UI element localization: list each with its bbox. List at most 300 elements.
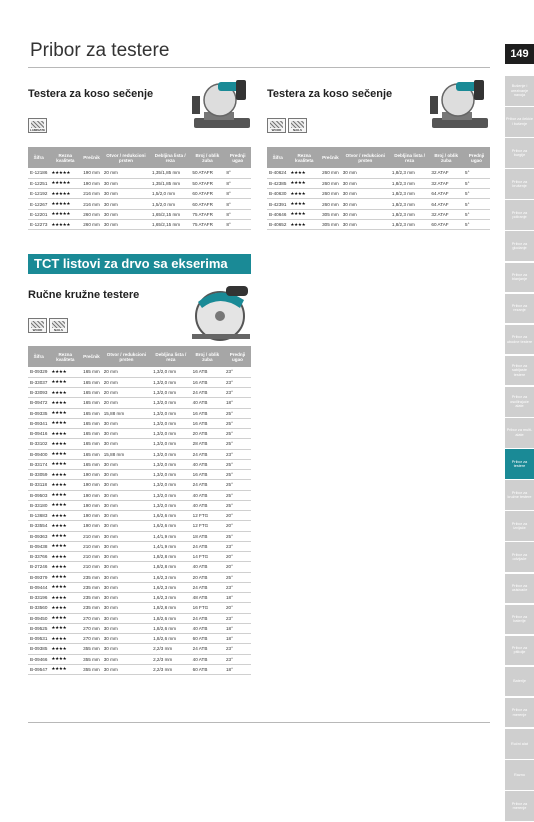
table-cell: 30 mm bbox=[102, 480, 151, 490]
table-row bbox=[28, 490, 251, 500]
table-row bbox=[28, 572, 251, 582]
table-cell: 25° bbox=[224, 439, 251, 449]
table-cell: 165 mm bbox=[81, 408, 102, 418]
table-cell: 1,3/2,0 mm bbox=[151, 388, 191, 398]
table-cell: 64 ATAF bbox=[429, 199, 463, 209]
column-header: Debljina lista / reza bbox=[151, 346, 191, 367]
table-cell: ★★★★ bbox=[49, 613, 81, 623]
table-cell: 216 mm bbox=[81, 199, 102, 209]
wood-material-icon bbox=[267, 118, 286, 133]
column-header: Broj / oblik zuba bbox=[190, 147, 224, 168]
table-cell: B-33102 bbox=[28, 439, 49, 449]
table-cell: 40 ATB bbox=[191, 623, 224, 633]
table-cell: 40 ATB bbox=[191, 398, 224, 408]
table-cell: ★★★★★ bbox=[49, 189, 81, 199]
table-cell: 30 mm bbox=[102, 603, 151, 613]
table-row bbox=[28, 552, 251, 562]
table-row bbox=[28, 562, 251, 572]
table-row bbox=[28, 531, 251, 541]
table-cell: 2,2/3 mm bbox=[151, 644, 191, 654]
table-cell: B-33037 bbox=[28, 377, 49, 387]
table-cell: 28 ATB bbox=[191, 439, 224, 449]
table-cell: ★★★★ bbox=[49, 664, 81, 674]
table-row bbox=[28, 439, 251, 449]
column-header: Prečnik bbox=[81, 346, 102, 367]
table-cell: 32 ATAF bbox=[429, 178, 463, 188]
table-cell: 270 mm bbox=[81, 613, 102, 623]
side-tab-13[interactable]: Pribor za kružne testere bbox=[505, 480, 534, 510]
material-icon-label: WOOD bbox=[271, 128, 282, 132]
table-cell: B-09472 bbox=[28, 398, 49, 408]
table-cell: 30 mm bbox=[341, 189, 390, 199]
table-cell: 190 mm bbox=[81, 500, 102, 510]
table-cell: B-09466 bbox=[28, 654, 49, 664]
material-icon-label: LAMINATE bbox=[29, 128, 46, 132]
table-cell: 18° bbox=[224, 634, 251, 644]
table-cell: E-12267 bbox=[28, 199, 49, 209]
table-row bbox=[267, 219, 490, 229]
table-cell: 190 mm bbox=[81, 521, 102, 531]
table-cell: 190 mm bbox=[81, 490, 102, 500]
table-cell: 30 mm bbox=[102, 209, 150, 219]
column-header: Prečnik bbox=[81, 147, 102, 168]
wood-material-icon bbox=[28, 318, 47, 333]
side-tab-4[interactable]: Pribor za poliranje bbox=[505, 200, 534, 230]
side-tab-0[interactable]: Bušenje i urezivanje navoja bbox=[505, 76, 534, 106]
table-row bbox=[267, 178, 490, 188]
table-cell: 190 mm bbox=[81, 168, 102, 178]
table-cell: 30 mm bbox=[102, 613, 151, 623]
laminate-material-icon bbox=[28, 118, 47, 133]
table-cell: 1,3/2,0 mm bbox=[151, 490, 191, 500]
table-cell: 1,3/2,0 mm bbox=[151, 429, 191, 439]
table-cell: 260 mm bbox=[320, 168, 341, 178]
table-cell: 75 ATAFR bbox=[190, 219, 224, 229]
nails-material-icon bbox=[288, 118, 307, 133]
table-cell: 23° bbox=[224, 613, 251, 623]
table-cell: ★★★★ bbox=[49, 449, 81, 459]
side-tab-3[interactable]: Pribor za brušenje bbox=[505, 169, 534, 199]
table-cell: B-09547 bbox=[28, 664, 49, 674]
table-cell: 24 ATB bbox=[191, 644, 224, 654]
table-cell: 25° bbox=[224, 531, 251, 541]
table-cell: 20 ATB bbox=[191, 429, 224, 439]
table-cell: 64 ATAF bbox=[429, 189, 463, 199]
table-cell: ★★★★ bbox=[49, 367, 81, 377]
table-cell: B-40624 bbox=[267, 168, 288, 178]
table-cell: 355 mm bbox=[81, 654, 102, 664]
table-cell: 5° bbox=[463, 189, 490, 199]
table-cell: B-33093 bbox=[28, 388, 49, 398]
section-title-miter-right: Testera za koso sečenje bbox=[267, 88, 393, 100]
table-cell: ★★★★ bbox=[49, 388, 81, 398]
table-cell: 1,5/2,0 mm bbox=[150, 189, 190, 199]
table-cell: 25° bbox=[224, 429, 251, 439]
table-cell: 18 ATB bbox=[191, 531, 224, 541]
table-cell: 25° bbox=[224, 459, 251, 469]
table-cell: 32 ATAF bbox=[429, 168, 463, 178]
table-cell: 1,3/2,0 mm bbox=[151, 367, 191, 377]
side-tab-7[interactable]: Pribor za rezanje bbox=[505, 294, 534, 324]
section-title-miter-left: Testera za koso sečenje bbox=[28, 88, 154, 100]
table-cell: 50 ATAFR bbox=[190, 168, 224, 178]
spec-table-miter-right bbox=[267, 147, 490, 230]
table-cell: 235 mm bbox=[81, 582, 102, 592]
table-cell: ★★★★★ bbox=[49, 199, 81, 209]
table-cell: 260 mm bbox=[320, 178, 341, 188]
table-cell: 1,8/2,3 mm bbox=[390, 199, 430, 209]
table-cell: 23° bbox=[224, 541, 251, 551]
table-cell: ★★★★ bbox=[49, 500, 81, 510]
table-row bbox=[267, 209, 490, 219]
table-cell: 270 mm bbox=[81, 634, 102, 644]
circular-saw-image bbox=[188, 282, 254, 344]
table-cell: ★★★★ bbox=[288, 199, 320, 209]
table-cell: 24 ATB bbox=[191, 582, 224, 592]
table-cell: 270 mm bbox=[81, 623, 102, 633]
table-cell: 30 mm bbox=[102, 582, 151, 592]
table-cell: 1,6/2,6 mm bbox=[151, 511, 191, 521]
table-cell: 12 FTG bbox=[191, 511, 224, 521]
side-tab-11[interactable]: Pribor za multi-alate bbox=[505, 418, 534, 448]
table-cell: 32 ATAF bbox=[429, 209, 463, 219]
table-cell: ★★★★ bbox=[49, 470, 81, 480]
table-cell: 235 mm bbox=[81, 593, 102, 603]
table-cell: 235 mm bbox=[81, 603, 102, 613]
table-cell: 165 mm bbox=[81, 459, 102, 469]
side-tab-17[interactable]: Pribor za baterije bbox=[505, 605, 534, 635]
table-row bbox=[28, 511, 251, 521]
table-cell: B-09363 bbox=[28, 531, 49, 541]
table-cell: ★★★★ bbox=[49, 480, 81, 490]
table-cell: 18° bbox=[224, 398, 251, 408]
table-cell: 30 mm bbox=[102, 664, 151, 674]
table-row bbox=[28, 408, 251, 418]
table-cell: 16 ATB bbox=[191, 470, 224, 480]
table-cell: 40 ATB bbox=[191, 490, 224, 500]
table-cell: 1,3/2,0 mm bbox=[151, 470, 191, 480]
side-tab-9[interactable]: Pribor za sabljaste testere bbox=[505, 356, 534, 386]
column-header: Prečnik bbox=[320, 147, 341, 168]
table-cell: 260 mm bbox=[320, 189, 341, 199]
column-header: Šifra bbox=[267, 147, 288, 168]
side-tab-21[interactable]: Ručni alat bbox=[505, 729, 534, 759]
table-cell: 60 ATAF bbox=[429, 219, 463, 229]
table-cell: 2,2/3 mm bbox=[151, 664, 191, 674]
table-cell: ★★★★ bbox=[49, 623, 81, 633]
table-cell: 30 mm bbox=[102, 429, 151, 439]
table-cell: 210 mm bbox=[81, 531, 102, 541]
table-cell: 20° bbox=[224, 511, 251, 521]
side-tab-20[interactable]: Pribor za merenje bbox=[505, 698, 534, 728]
side-tab-23[interactable]: Pribor za merenje bbox=[505, 791, 534, 821]
table-cell: 40 ATB bbox=[191, 654, 224, 664]
table-cell: 30 mm bbox=[102, 219, 150, 229]
table-cell: 165 mm bbox=[81, 388, 102, 398]
table-cell: 190 mm bbox=[81, 480, 102, 490]
table-row bbox=[28, 209, 251, 219]
material-icon-label: NAILS bbox=[54, 328, 63, 332]
table-row bbox=[28, 470, 251, 480]
side-tab-1[interactable]: Pribor za čekiće i bušenje bbox=[505, 107, 534, 137]
table-cell: 1,8/2,3 mm bbox=[390, 189, 430, 199]
table-cell: 30 mm bbox=[102, 541, 151, 551]
miter-saw-image-left bbox=[190, 76, 252, 132]
table-cell: ★★★★ bbox=[49, 562, 81, 572]
table-cell: 165 mm bbox=[81, 418, 102, 428]
top-divider bbox=[28, 67, 490, 68]
table-row bbox=[28, 644, 251, 654]
table-cell: 1,6/2,3 mm bbox=[151, 572, 191, 582]
side-tab-15[interactable]: Pribor za odvijače bbox=[505, 542, 534, 572]
table-cell: 30 mm bbox=[102, 644, 151, 654]
table-cell: ★★★★ bbox=[288, 178, 320, 188]
table-cell: 30 mm bbox=[341, 168, 390, 178]
table-cell: 18° bbox=[224, 623, 251, 633]
table-cell: ★★★★ bbox=[49, 429, 81, 439]
table-cell: 23° bbox=[224, 644, 251, 654]
table-cell: B-33196 bbox=[28, 593, 49, 603]
table-cell: 260 mm bbox=[81, 219, 102, 229]
table-cell: 16 ATB bbox=[191, 418, 224, 428]
side-tab-5[interactable]: Pribor za glodanje bbox=[505, 231, 534, 261]
table-cell: 30 mm bbox=[102, 654, 151, 664]
tct-banner: TCT listovi za drvo sa ekserima bbox=[28, 254, 251, 274]
table-cell: 24 ATB bbox=[191, 541, 224, 551]
table-cell: 5° bbox=[463, 199, 490, 209]
table-cell: 1,8/2,3 mm bbox=[390, 168, 430, 178]
table-cell: ★★★★ bbox=[49, 398, 81, 408]
table-cell: 1,8/2,8 mm bbox=[151, 562, 191, 572]
table-cell: B-40630 bbox=[267, 189, 288, 199]
side-tab-index bbox=[505, 76, 534, 822]
column-header: Rezna kvaliteta bbox=[49, 346, 81, 367]
table-cell: 30 mm bbox=[102, 500, 151, 510]
table-cell: B-09329 bbox=[28, 367, 49, 377]
miter-saw-image-right bbox=[428, 76, 490, 132]
side-tab-8[interactable]: Pribor za ubodne testere bbox=[505, 325, 534, 355]
table-cell: B-09379 bbox=[28, 572, 49, 582]
column-header: Šifra bbox=[28, 346, 49, 367]
column-header: Otvor / redukcioni prsten bbox=[341, 147, 390, 168]
table-cell: 30 mm bbox=[102, 593, 151, 603]
table-cell: B-09400 bbox=[28, 449, 49, 459]
table-cell: 1,35/1,85 mm bbox=[150, 168, 190, 178]
table-cell: 18° bbox=[224, 664, 251, 674]
table-row bbox=[28, 582, 251, 592]
table-cell: B-09341 bbox=[28, 418, 49, 428]
table-cell: 1,8/2,8 mm bbox=[151, 603, 191, 613]
table-cell: 20 mm bbox=[102, 388, 151, 398]
table-cell: ★★★★ bbox=[49, 418, 81, 428]
table-cell: E-12192 bbox=[28, 189, 49, 199]
table-cell: B-42385 bbox=[267, 178, 288, 188]
material-icons-hand bbox=[28, 318, 68, 333]
table-cell: 15,88 mm bbox=[102, 449, 151, 459]
table-row bbox=[28, 178, 251, 188]
table-cell: 16 ATB bbox=[191, 408, 224, 418]
material-icons-left bbox=[28, 118, 47, 133]
table-cell: 1,4/1,9 mm bbox=[151, 531, 191, 541]
table-cell: 30 mm bbox=[341, 178, 390, 188]
table-cell: 1,8/2,6 mm bbox=[151, 634, 191, 644]
table-cell: B-33059 bbox=[28, 470, 49, 480]
table-cell: ★★★★ bbox=[49, 572, 81, 582]
side-tab-16[interactable]: Pribor za usisivače bbox=[505, 574, 534, 604]
table-cell: ★★★★ bbox=[49, 521, 81, 531]
table-cell: 165 mm bbox=[81, 439, 102, 449]
table-cell: ★★★★ bbox=[49, 531, 81, 541]
table-cell: 75 ATAFR bbox=[190, 209, 224, 219]
table-cell: 25° bbox=[224, 572, 251, 582]
table-row bbox=[28, 603, 251, 613]
table-cell: 1,3/2,0 mm bbox=[151, 500, 191, 510]
table-cell: 1,8/2,3 mm bbox=[390, 209, 430, 219]
table-cell: 30 mm bbox=[102, 552, 151, 562]
table-cell: 1,3/2,0 mm bbox=[151, 408, 191, 418]
side-tab-6[interactable]: Pribor za blanjanje bbox=[505, 263, 534, 293]
table-cell: B-09531 bbox=[28, 634, 49, 644]
table-cell: 1,8/2,8 mm bbox=[151, 552, 191, 562]
table-cell: 190 mm bbox=[81, 470, 102, 480]
table-cell: E-12186 bbox=[28, 168, 49, 178]
table-cell: 1,5/2,0 mm bbox=[150, 199, 190, 209]
table-cell: 23° bbox=[224, 367, 251, 377]
table-cell: ★★★★ bbox=[49, 408, 81, 418]
table-cell: 2,2/3 mm bbox=[151, 654, 191, 664]
table-cell: E-12273 bbox=[28, 219, 49, 229]
table-cell: ★★★★ bbox=[288, 168, 320, 178]
table-row bbox=[267, 168, 490, 178]
table-cell: 8° bbox=[224, 209, 251, 219]
table-cell: ★★★★★ bbox=[49, 178, 81, 188]
bottom-divider bbox=[28, 722, 490, 723]
table-row bbox=[28, 593, 251, 603]
page-title: Pribor za testere bbox=[30, 40, 170, 61]
side-tab-18[interactable]: Pribor za pištolje bbox=[505, 636, 534, 666]
table-row bbox=[28, 521, 251, 531]
side-tab-22[interactable]: Razno bbox=[505, 760, 534, 790]
side-tab-12[interactable]: Pribor za testere bbox=[505, 449, 534, 479]
table-cell: 15,88 mm bbox=[102, 408, 151, 418]
table-cell: 260 mm bbox=[81, 209, 102, 219]
table-cell: ★★★★ bbox=[288, 189, 320, 199]
table-cell: 30 mm bbox=[102, 459, 151, 469]
table-cell: 30 mm bbox=[102, 189, 150, 199]
table-cell: B-33554 bbox=[28, 521, 49, 531]
column-header: Rezna kvaliteta bbox=[49, 147, 81, 168]
table-cell: ★★★★★ bbox=[49, 168, 81, 178]
table-cell: ★★★★ bbox=[49, 490, 81, 500]
table-cell: B-09385 bbox=[28, 644, 49, 654]
table-row bbox=[28, 634, 251, 644]
table-cell: E-12201 bbox=[28, 209, 49, 219]
table-cell: 23° bbox=[224, 388, 251, 398]
table-cell: 165 mm bbox=[81, 377, 102, 387]
table-cell: 25° bbox=[224, 490, 251, 500]
table-cell: 30 mm bbox=[102, 470, 151, 480]
table-cell: 18° bbox=[224, 593, 251, 603]
table-cell: 8° bbox=[224, 168, 251, 178]
side-tab-2[interactable]: Pribor za burgije bbox=[505, 138, 534, 168]
table-row bbox=[28, 664, 251, 674]
table-cell: 30 mm bbox=[102, 199, 150, 209]
table-cell: 20 mm bbox=[102, 377, 151, 387]
table-cell: 12 FTG bbox=[191, 521, 224, 531]
side-tab-10[interactable]: Pribor za oscilirajuće alate bbox=[505, 387, 534, 417]
table-row bbox=[267, 199, 490, 209]
table-cell: 25° bbox=[224, 500, 251, 510]
table-cell: B-33180 bbox=[28, 500, 49, 510]
table-cell: 165 mm bbox=[81, 367, 102, 377]
table-cell: 30 mm bbox=[341, 199, 390, 209]
table-cell: 1,3/2,0 mm bbox=[151, 480, 191, 490]
table-cell: ★★★★ bbox=[49, 459, 81, 469]
table-cell: 1,6/2,6 mm bbox=[151, 521, 191, 531]
table-cell: B-09438 bbox=[28, 541, 49, 551]
table-cell: ★★★★ bbox=[288, 209, 320, 219]
table-cell: 30 mm bbox=[102, 623, 151, 633]
column-header: Prednji ugao bbox=[224, 147, 251, 168]
table-cell: 23° bbox=[224, 582, 251, 592]
column-header: Broj / oblik zuba bbox=[191, 346, 224, 367]
table-cell: 1,65/2,15 mm bbox=[150, 219, 190, 229]
table-cell: 190 mm bbox=[81, 178, 102, 188]
table-cell: 1,35/1,85 mm bbox=[150, 178, 190, 188]
table-cell: ★★★★★ bbox=[49, 219, 81, 229]
table-cell: 210 mm bbox=[81, 562, 102, 572]
table-cell: 24 ATB bbox=[191, 480, 224, 490]
table-cell: 40 ATB bbox=[191, 562, 224, 572]
table-cell: 305 mm bbox=[320, 209, 341, 219]
table-cell: B-40646 bbox=[267, 209, 288, 219]
table-cell: 30 mm bbox=[102, 511, 151, 521]
table-cell: 60 ATB bbox=[191, 634, 224, 644]
table-cell: 5° bbox=[463, 178, 490, 188]
side-tab-14[interactable]: Pribor za izvijače bbox=[505, 511, 534, 541]
table-cell: 23° bbox=[224, 377, 251, 387]
table-cell: 235 mm bbox=[81, 572, 102, 582]
table-cell: B-33174 bbox=[28, 459, 49, 469]
table-cell: ★★★★ bbox=[49, 582, 81, 592]
material-icon-label: NAILS bbox=[293, 128, 302, 132]
table-cell: ★★★★ bbox=[49, 377, 81, 387]
table-cell: 20° bbox=[224, 603, 251, 613]
side-tab-19[interactable]: Baterije bbox=[505, 667, 534, 697]
table-cell: ★★★★ bbox=[49, 644, 81, 654]
column-header: Otvor / redukcioni prsten bbox=[102, 147, 150, 168]
table-cell: 8° bbox=[224, 219, 251, 229]
table-cell: 1,8/2,6 mm bbox=[151, 613, 191, 623]
table-cell: 20° bbox=[224, 521, 251, 531]
table-row bbox=[28, 189, 251, 199]
table-cell: ★★★★ bbox=[49, 552, 81, 562]
table-row bbox=[28, 654, 251, 664]
table-cell: 165 mm bbox=[81, 449, 102, 459]
page-number: 149 bbox=[505, 44, 534, 64]
table-cell: 24 ATB bbox=[191, 449, 224, 459]
table-cell: 30 mm bbox=[102, 418, 151, 428]
table-cell: 8° bbox=[224, 199, 251, 209]
table-cell: B-40652 bbox=[267, 219, 288, 229]
table-cell: 48 ATB bbox=[191, 593, 224, 603]
table-cell: 20° bbox=[224, 552, 251, 562]
table-cell: 1,8/2,6 mm bbox=[151, 623, 191, 633]
table-cell: B-33560 bbox=[28, 603, 49, 613]
table-cell: B-33118 bbox=[28, 480, 49, 490]
table-cell: 30 mm bbox=[102, 634, 151, 644]
table-cell: 50 ATAFR bbox=[190, 178, 224, 188]
